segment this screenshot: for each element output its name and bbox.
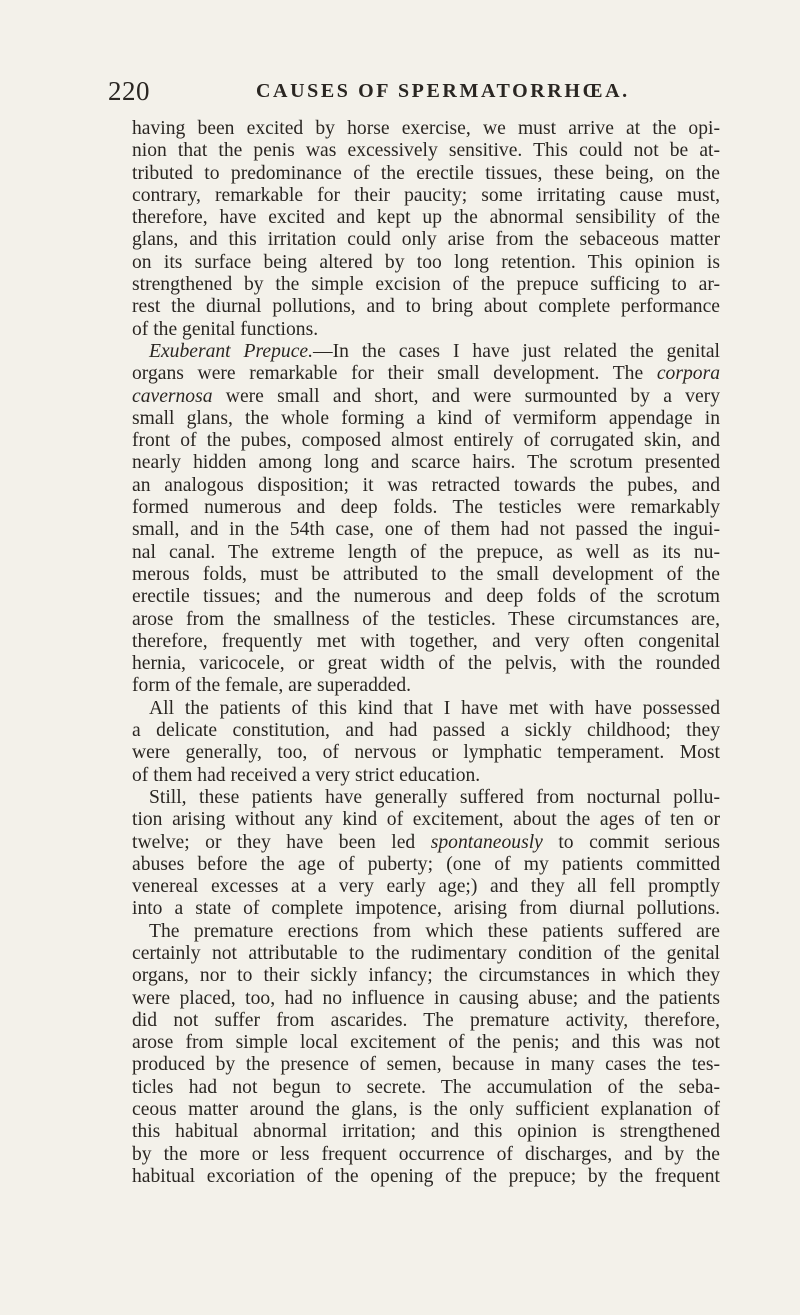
text-line: Still, these patients have generally suffered from nocturnal pollu- <box>149 786 720 808</box>
text-line: tributed to predominance of the erectile tissues, these being, on the <box>132 162 720 184</box>
text-line: a delicate constitution, and had passed a sickly childhood; they <box>132 720 720 742</box>
text-line: glans, and this irritation could only arise from the sebaceous matter <box>132 229 720 251</box>
text-line: twelve; or they have been led spontaneously to commit serious <box>132 831 721 853</box>
text-line: having been excited by horse exercise, we must arrive at the opi- <box>132 118 720 139</box>
text-line: certainly not attributable to the rudimentary condition of the genital <box>132 942 720 964</box>
text-line: abuses before the age of puberty; (one of my patients committed <box>132 853 720 875</box>
text-line: hernia, varicocele, or great width of the pelvis, with the rounded <box>132 653 720 675</box>
text-line: nal canal. The extreme length of the prepuce, as well as its nu- <box>132 541 720 563</box>
text-line: contrary, remarkable for their paucity; some irritating cause must, <box>132 184 720 206</box>
text-line: nion that the penis was excessively sensitive. This could not be at- <box>132 140 720 162</box>
text-line: into a state of complete impotence, arising from diurnal pollutions. <box>132 898 720 920</box>
text-line: arose from simple local excitement of the penis; and this was not <box>132 1032 720 1054</box>
text-line: All the patients of this kind that I have met with have possessed <box>149 697 720 719</box>
text-line: organs were remarkable for their small development. The corpora <box>132 363 720 385</box>
text-line: organs, nor to their sickly infancy; the circumstances in which they <box>132 965 720 987</box>
text-line: nearly hidden among long and scarce hairs. The scrotum presented <box>132 452 720 474</box>
text-line: on its surface being altered by too long retention. This opinion is <box>132 251 720 273</box>
running-title: CAUSES OF SPERMATORRHŒA. <box>256 80 630 102</box>
text-line: formed numerous and deep folds. The testicles were remarkably <box>132 497 720 519</box>
text-line: small glans, the whole forming a kind of vermiform appendage in <box>132 407 720 429</box>
page-header <box>108 76 708 106</box>
text-line: of the genital functions. <box>132 318 319 340</box>
italic-phrase: Exuberant Prepuce. <box>149 340 313 362</box>
italic-phrase: corpora <box>656 363 720 385</box>
text-line: an analogous disposition; it was retracted towards the pubes, and <box>132 474 720 496</box>
text-line: cavernosa were small and short, and were surmounted by a very <box>132 385 720 407</box>
text-line: therefore, frequently met with together, and very often congenital <box>132 630 720 652</box>
text-line: were generally, too, of nervous or lymphatic temperament. Most <box>132 742 720 764</box>
text-line: of them had received a very strict education. <box>132 764 481 786</box>
body-text <box>132 118 720 1188</box>
italic-phrase: cavernosa <box>132 385 213 407</box>
text-line: tion arising without any kind of excitement, about the ages of ten or <box>132 809 720 831</box>
text-line: rest the diurnal pollutions, and to bring about complete performance <box>132 296 720 318</box>
text-line: arose from the smallness of the testicles. These circumstances are, <box>132 608 720 630</box>
text-line: by the more or less frequent occurrence of discharges, and by the <box>132 1143 720 1165</box>
text-line: Exuberant Prepuce.—In the cases I have just related the genital <box>149 340 720 362</box>
text-line: were placed, too, had no influence in causing abuse; and the patients <box>132 987 720 1009</box>
text-line: therefore, have excited and kept up the abnormal sensibility of the <box>132 207 720 229</box>
text-line: did not suffer from ascarides. The premature activity, therefore, <box>132 1009 720 1031</box>
text-line: merous folds, must be attributed to the small development of the <box>132 563 720 585</box>
text-line: this habitual abnormal irritation; and this opinion is strengthened <box>132 1121 720 1143</box>
text-line: venereal excesses at a very early age;) and they all fell promptly <box>132 876 720 898</box>
text-line: strengthened by the simple excision of the prepuce sufficing to ar- <box>132 274 720 296</box>
italic-phrase: spontaneously <box>430 831 543 853</box>
text-line: small, and in the 54th case, one of them had not passed the ingui- <box>132 519 720 541</box>
text-line: ceous matter around the glans, is the only sufficient explanation of <box>132 1099 720 1121</box>
text-line: The premature erections from which these patients suffered are <box>149 920 720 942</box>
text-line: produced by the presence of semen, because in many cases the tes- <box>132 1054 720 1076</box>
text-line: front of the pubes, composed almost entirely of corrugated skin, and <box>132 430 720 452</box>
text-line: habitual excoriation of the opening of the prepuce; by the frequent <box>132 1165 720 1187</box>
text-line: erectile tissues; and the numerous and deep folds of the scrotum <box>132 586 720 608</box>
page-number: 220 <box>108 76 150 106</box>
text-line: ticles had not begun to secrete. The accumulation of the seba- <box>132 1076 720 1098</box>
text-line: form of the female, are superadded. <box>132 675 412 697</box>
